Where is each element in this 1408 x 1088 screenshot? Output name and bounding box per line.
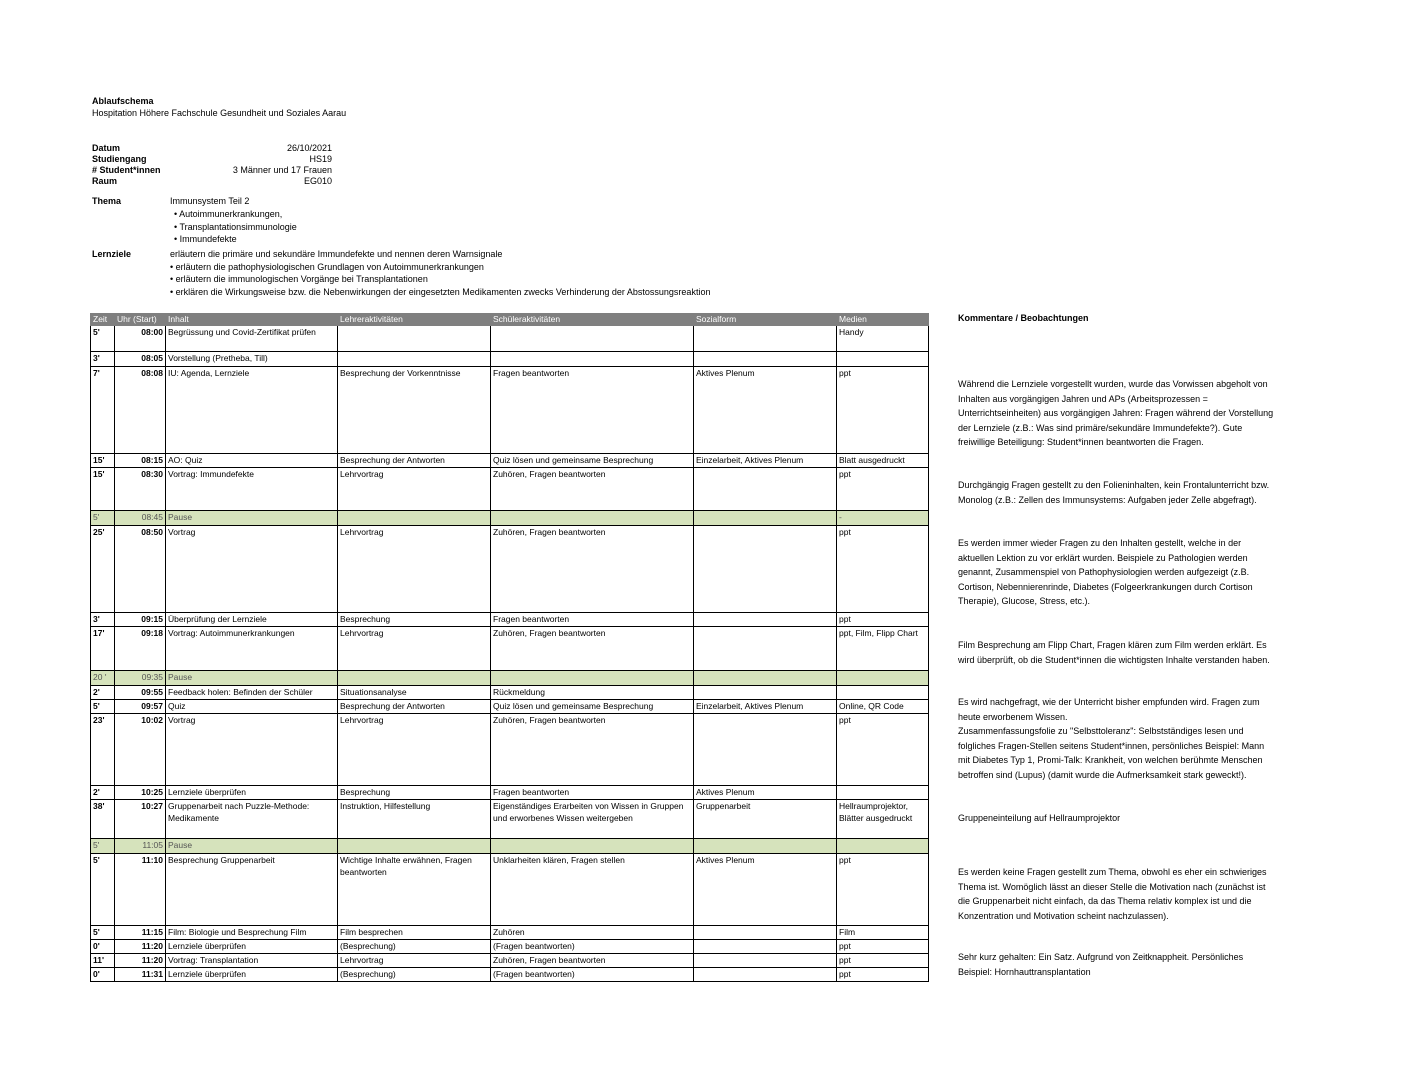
cell-zeit: 5' — [91, 854, 115, 926]
cell-schueler: Fragen beantworten — [491, 367, 694, 454]
cell-zeit: 15' — [91, 468, 115, 511]
cell-lehrer: Besprechung der Antworten — [338, 700, 491, 714]
cell-inhalt: Vortrag — [166, 526, 338, 613]
meta-row — [92, 165, 352, 176]
thema-value: Immunsystem Teil 2 — [170, 196, 250, 206]
cell-lehrer: Instruktion, Hilfestellung — [338, 800, 491, 839]
meta-row — [92, 154, 352, 165]
cell-uhr: 09:55 — [115, 686, 166, 700]
meta-key: Studiengang — [92, 154, 147, 164]
cell-uhr: 11:05 — [115, 839, 166, 854]
cell-zeit: 5' — [91, 926, 115, 940]
column-header: Schüleraktivitäten — [491, 314, 694, 326]
cell-sozial — [694, 940, 837, 954]
cell-lehrer: Situationsanalyse — [338, 686, 491, 700]
cell-inhalt: IU: Agenda, Lernziele — [166, 367, 338, 454]
cell-zeit: 2' — [91, 786, 115, 800]
meta-row — [92, 176, 352, 187]
cell-zeit: 3' — [91, 613, 115, 627]
thema-bullet: • Immundefekte — [174, 234, 237, 244]
cell-lehrer: Wichtige Inhalte erwähnen, Fragen beantworten — [338, 854, 491, 926]
meta-value: HS19 — [309, 154, 332, 164]
cell-inhalt: Pause — [166, 839, 338, 854]
cell-schueler: Zuhören, Fragen beantworten — [491, 526, 694, 613]
cell-medien — [837, 786, 929, 800]
cell-uhr: 11:15 — [115, 926, 166, 940]
table-row — [91, 613, 929, 627]
cell-schueler: Zuhören, Fragen beantworten — [491, 468, 694, 511]
cell-lehrer — [338, 671, 491, 686]
cell-sozial — [694, 326, 837, 352]
table-row — [91, 786, 929, 800]
cell-uhr: 09:15 — [115, 613, 166, 627]
cell-schueler: Zuhören — [491, 926, 694, 940]
table-row — [91, 714, 929, 786]
cell-sozial — [694, 968, 837, 982]
lernziele-block — [92, 248, 792, 298]
pause-row — [91, 511, 929, 526]
cell-sozial — [694, 511, 837, 526]
cell-sozial — [694, 352, 837, 367]
cell-zeit: 2' — [91, 686, 115, 700]
cell-uhr: 08:05 — [115, 352, 166, 367]
cell-inhalt: Lernziele überprüfen — [166, 940, 338, 954]
cell-inhalt: Besprechung Gruppenarbeit — [166, 854, 338, 926]
table-row — [91, 454, 929, 468]
cell-uhr: 08:50 — [115, 526, 166, 613]
document-header — [92, 95, 592, 119]
cell-lehrer — [338, 839, 491, 854]
comments-title: Kommentare / Beobachtungen — [958, 313, 1089, 323]
meta-key: Datum — [92, 143, 121, 153]
cell-zeit: 17' — [91, 627, 115, 671]
meta-block — [92, 143, 352, 187]
cell-medien: ppt — [837, 526, 929, 613]
cell-sozial: Aktives Plenum — [694, 367, 837, 454]
cell-zeit: 3' — [91, 352, 115, 367]
cell-sozial — [694, 714, 837, 786]
document-subtitle: Hospitation Höhere Fachschule Gesundheit und Soziales Aarau — [92, 108, 347, 118]
cell-zeit: 38' — [91, 800, 115, 839]
cell-inhalt: Pause — [166, 671, 338, 686]
cell-sozial — [694, 926, 837, 940]
cell-medien: ppt — [837, 954, 929, 968]
meta-value: EG010 — [303, 176, 332, 186]
comment-item: Es wird nachgefragt, wie der Unterricht bisher empfunden wird. Fragen zum heute erworbenem Wissen. — [958, 697, 1260, 722]
thema-bullet: • Transplantationsimmunologie — [174, 221, 297, 232]
cell-sozial: Aktives Plenum — [694, 786, 837, 800]
cell-inhalt: Gruppenarbeit nach Puzzle-Methode: Medikamente — [166, 800, 338, 839]
column-header: Zeit — [91, 314, 115, 326]
cell-medien: ppt — [837, 367, 929, 454]
cell-sozial — [694, 526, 837, 613]
lernziele-label: Lernziele — [92, 249, 132, 259]
cell-lehrer: Besprechung — [338, 786, 491, 800]
lernziel-item: • erläutern die pathophysiologischen Grundlagen von Autoimmunerkrankungen — [170, 261, 484, 272]
cell-zeit: 0' — [91, 968, 115, 982]
cell-sozial — [694, 627, 837, 671]
column-header: Lehreraktivitäten — [338, 314, 491, 326]
cell-inhalt: Lernziele überprüfen — [166, 786, 338, 800]
comment-item: Es werden keine Fragen gestellt zum Thema, obwohl es eher ein schwieriges Thema ist. Womöglich lässt an dieser Stelle die Motivation nach (zunächst ist die Gruppenarbeit nicht einfach, da das Thema relativ komplex ist und die Konzentration und Motivation scheint nachzulassen). — [958, 867, 1267, 921]
cell-schueler: (Fragen beantworten) — [491, 940, 694, 954]
meta-value: 3 Männer und 17 Frauen — [232, 165, 332, 175]
table-row — [91, 686, 929, 700]
lernziel-item: • erklären die Wirkungsweise bzw. die Nebenwirkungen der eingesetzten Medikamenten zwecks Verhinderung der Abstossungsreaktion — [170, 286, 711, 297]
table-row — [91, 940, 929, 954]
column-header: Uhr (Start) — [115, 314, 166, 326]
cell-uhr: 08:30 — [115, 468, 166, 511]
cell-inhalt: Feedback holen: Befinden der Schüler — [166, 686, 338, 700]
cell-sozial: Einzelarbeit, Aktives Plenum — [694, 700, 837, 714]
meta-row — [92, 143, 352, 154]
cell-lehrer: Film besprechen — [338, 926, 491, 940]
table-row — [91, 526, 929, 613]
column-header: Inhalt — [166, 314, 338, 326]
cell-schueler: (Fragen beantworten) — [491, 968, 694, 982]
cell-inhalt: Quiz — [166, 700, 338, 714]
cell-inhalt: Lernziele überprüfen — [166, 968, 338, 982]
cell-sozial — [694, 613, 837, 627]
cell-lehrer: Lehrvortrag — [338, 954, 491, 968]
cell-schueler: Quiz lösen und gemeinsame Besprechung — [491, 700, 694, 714]
cell-inhalt: Vortrag: Immundefekte — [166, 468, 338, 511]
cell-inhalt: AO: Quiz — [166, 454, 338, 468]
cell-sozial — [694, 686, 837, 700]
comment-item: Es werden immer wieder Fragen zu den Inhalten gestellt, welche in der aktuellen Lektion zu vor erklärt wurden. Beispiele zu Pathologien werden genannt, Zusammenspiel von Pathophysiologien werden aufgezeigt (z.B. Cortison, Nebennierenrinde, Diabetes (Folgeerkrankungen durch Cortison Therapie), Glucose, Stress, etc.). — [958, 538, 1253, 606]
cell-medien: ppt — [837, 940, 929, 954]
cell-inhalt: Überprüfung der Lernziele — [166, 613, 338, 627]
cell-medien: ppt — [837, 468, 929, 511]
meta-key: Raum — [92, 176, 118, 186]
meta-key: # Student*innen — [92, 165, 161, 175]
cell-schueler: Zuhören, Fragen beantworten — [491, 627, 694, 671]
cell-lehrer — [338, 326, 491, 352]
cell-schueler — [491, 671, 694, 686]
cell-zeit: 25' — [91, 526, 115, 613]
cell-uhr: 11:31 — [115, 968, 166, 982]
comment-item: Film Besprechung am Flipp Chart, Fragen klären zum Film werden erklärt. Es wird überprüft, ob die Student*innen die wichtigsten Inhalte verstanden haben. — [958, 640, 1270, 665]
cell-sozial: Gruppenarbeit — [694, 800, 837, 839]
column-header: Sozialform — [694, 314, 837, 326]
comment-item: Gruppeneinteilung auf Hellraumprojektor — [958, 813, 1121, 823]
cell-lehrer: Besprechung der Vorkenntnisse — [338, 367, 491, 454]
cell-medien: ppt, Film, Flipp Chart — [837, 627, 929, 671]
cell-zeit: 20 ' — [91, 671, 115, 686]
cell-medien — [837, 686, 929, 700]
cell-uhr: 11:20 — [115, 940, 166, 954]
cell-sozial: Aktives Plenum — [694, 854, 837, 926]
cell-zeit: 23' — [91, 714, 115, 786]
cell-zeit: 0' — [91, 940, 115, 954]
cell-schueler — [491, 511, 694, 526]
comments-panel — [958, 313, 1278, 977]
cell-uhr: 08:45 — [115, 511, 166, 526]
cell-medien: Handy — [837, 326, 929, 352]
cell-zeit: 15' — [91, 454, 115, 468]
cell-zeit: 7' — [91, 367, 115, 454]
cell-lehrer: (Besprechung) — [338, 940, 491, 954]
cell-sozial — [694, 954, 837, 968]
cell-lehrer: Besprechung — [338, 613, 491, 627]
cell-schueler: Zuhören, Fragen beantworten — [491, 714, 694, 786]
cell-sozial — [694, 671, 837, 686]
cell-medien — [837, 839, 929, 854]
table-row — [91, 854, 929, 926]
cell-zeit: 11' — [91, 954, 115, 968]
table-row — [91, 968, 929, 982]
lernziel-item: • erläutern die immunologischen Vorgänge bei Transplantationen — [170, 274, 428, 284]
cell-medien: ppt — [837, 613, 929, 627]
cell-inhalt: Vortrag: Autoimmunerkrankungen — [166, 627, 338, 671]
cell-zeit: 5' — [91, 511, 115, 526]
thema-block — [92, 195, 792, 246]
column-header: Medien — [837, 314, 929, 326]
table-row — [91, 800, 929, 839]
cell-zeit: 5' — [91, 700, 115, 714]
cell-inhalt: Vortrag: Transplantation — [166, 954, 338, 968]
cell-schueler: Zuhören, Fragen beantworten — [491, 954, 694, 968]
cell-medien: ppt — [837, 714, 929, 786]
cell-lehrer: Lehrvortrag — [338, 714, 491, 786]
cell-schueler: Eigenständiges Erarbeiten von Wissen in Gruppen und erworbenes Wissen weitergeben — [491, 800, 694, 839]
cell-lehrer — [338, 511, 491, 526]
cell-medien: Film — [837, 926, 929, 940]
cell-medien: - — [837, 511, 929, 526]
cell-medien — [837, 671, 929, 686]
schedule-table — [90, 313, 929, 982]
cell-medien: ppt — [837, 968, 929, 982]
cell-medien: Blatt ausgedruckt — [837, 454, 929, 468]
comment-item: Während die Lernziele vorgestellt wurden, wurde das Vorwissen abgeholt von Inhalten aus vorgängigen Jahren und APs (Arbeitsprozessen = Unterrichtseinheiten) aus vorgängigen Jahren: Fragen während der Vorstellung der Lernziele (z.B.: Was sind primäre/sekundäre Immundefekte?). Gute freiwillige Beteiligung: Student*innen beantworten die Fragen. — [958, 379, 1274, 447]
cell-uhr: 11:10 — [115, 854, 166, 926]
cell-uhr: 08:00 — [115, 326, 166, 352]
cell-uhr: 09:35 — [115, 671, 166, 686]
cell-uhr: 10:27 — [115, 800, 166, 839]
cell-lehrer: Lehrvortrag — [338, 468, 491, 511]
cell-lehrer: Lehrvortrag — [338, 526, 491, 613]
cell-schueler: Fragen beantworten — [491, 613, 694, 627]
cell-lehrer: Besprechung der Antworten — [338, 454, 491, 468]
table-row — [91, 367, 929, 454]
cell-lehrer: Lehrvortrag — [338, 627, 491, 671]
cell-schueler: Fragen beantworten — [491, 786, 694, 800]
cell-uhr: 10:02 — [115, 714, 166, 786]
cell-inhalt: Pause — [166, 511, 338, 526]
cell-lehrer — [338, 352, 491, 367]
cell-schueler: Unklarheiten klären, Fragen stellen — [491, 854, 694, 926]
cell-uhr: 11:20 — [115, 954, 166, 968]
cell-uhr: 08:15 — [115, 454, 166, 468]
cell-uhr: 10:25 — [115, 786, 166, 800]
cell-sozial: Einzelarbeit, Aktives Plenum — [694, 454, 837, 468]
cell-sozial — [694, 839, 837, 854]
comment-item: Sehr kurz gehalten: Ein Satz. Aufgrund von Zeitknappheit. Persönliches Beispiel: Hornhauttransplantation — [958, 952, 1244, 977]
cell-lehrer: (Besprechung) — [338, 968, 491, 982]
table-row — [91, 926, 929, 940]
cell-zeit: 5' — [91, 326, 115, 352]
comment-item: Durchgängig Fragen gestellt zu den Folieninhalten, kein Frontalunterricht bzw. Monolog (z.B.: Zellen des Immunsystems: Aufgaben jeder Zelle abgefragt). — [958, 480, 1270, 505]
cell-schueler — [491, 839, 694, 854]
pause-row — [91, 671, 929, 686]
cell-medien: Hellraumprojektor, Blätter ausgedruckt — [837, 800, 929, 839]
table-row — [91, 627, 929, 671]
thema-label: Thema — [92, 196, 122, 206]
cell-schueler — [491, 352, 694, 367]
cell-medien — [837, 352, 929, 367]
cell-inhalt: Film: Biologie und Besprechung Film — [166, 926, 338, 940]
cell-uhr: 09:18 — [115, 627, 166, 671]
cell-zeit: 5' — [91, 839, 115, 854]
cell-schueler: Quiz lösen und gemeinsame Besprechung — [491, 454, 694, 468]
cell-inhalt: Begrüssung und Covid-Zertifikat prüfen — [166, 326, 338, 352]
cell-uhr: 09:57 — [115, 700, 166, 714]
table-row — [91, 954, 929, 968]
cell-inhalt: Vortrag — [166, 714, 338, 786]
table-row — [91, 326, 929, 352]
cell-schueler — [491, 326, 694, 352]
table-row — [91, 352, 929, 367]
thema-bullet: • Autoimmunerkrankungen, — [174, 209, 283, 219]
comment-item: Zusammenfassungsfolie zu "Selbsttoleranz": Selbstständiges lesen und folgliches Fragen-Stellen seitens Student*innen, persönliches Beispiel: Mann mit Diabetes Typ 1, Promi-Talk: Krankheit, von welchen berühmte Menschen betroffen sind (Lupus) (damit wurde die Aufmerksamkeit stark geweckt!). — [958, 726, 1265, 780]
cell-medien: ppt — [837, 854, 929, 926]
pause-row — [91, 839, 929, 854]
table-row — [91, 700, 929, 714]
table-row — [91, 468, 929, 511]
meta-value: 26/10/2021 — [286, 143, 332, 153]
cell-sozial — [694, 468, 837, 511]
lernziel-item: erläutern die primäre und sekundäre Immundefekte und nennen deren Warnsignale — [170, 249, 503, 259]
cell-medien: Online, QR Code — [837, 700, 929, 714]
cell-schueler: Rückmeldung — [491, 686, 694, 700]
cell-inhalt: Vorstellung (Pretheba, Till) — [166, 352, 338, 367]
cell-uhr: 08:08 — [115, 367, 166, 454]
document-title: Ablaufschema — [92, 96, 154, 106]
